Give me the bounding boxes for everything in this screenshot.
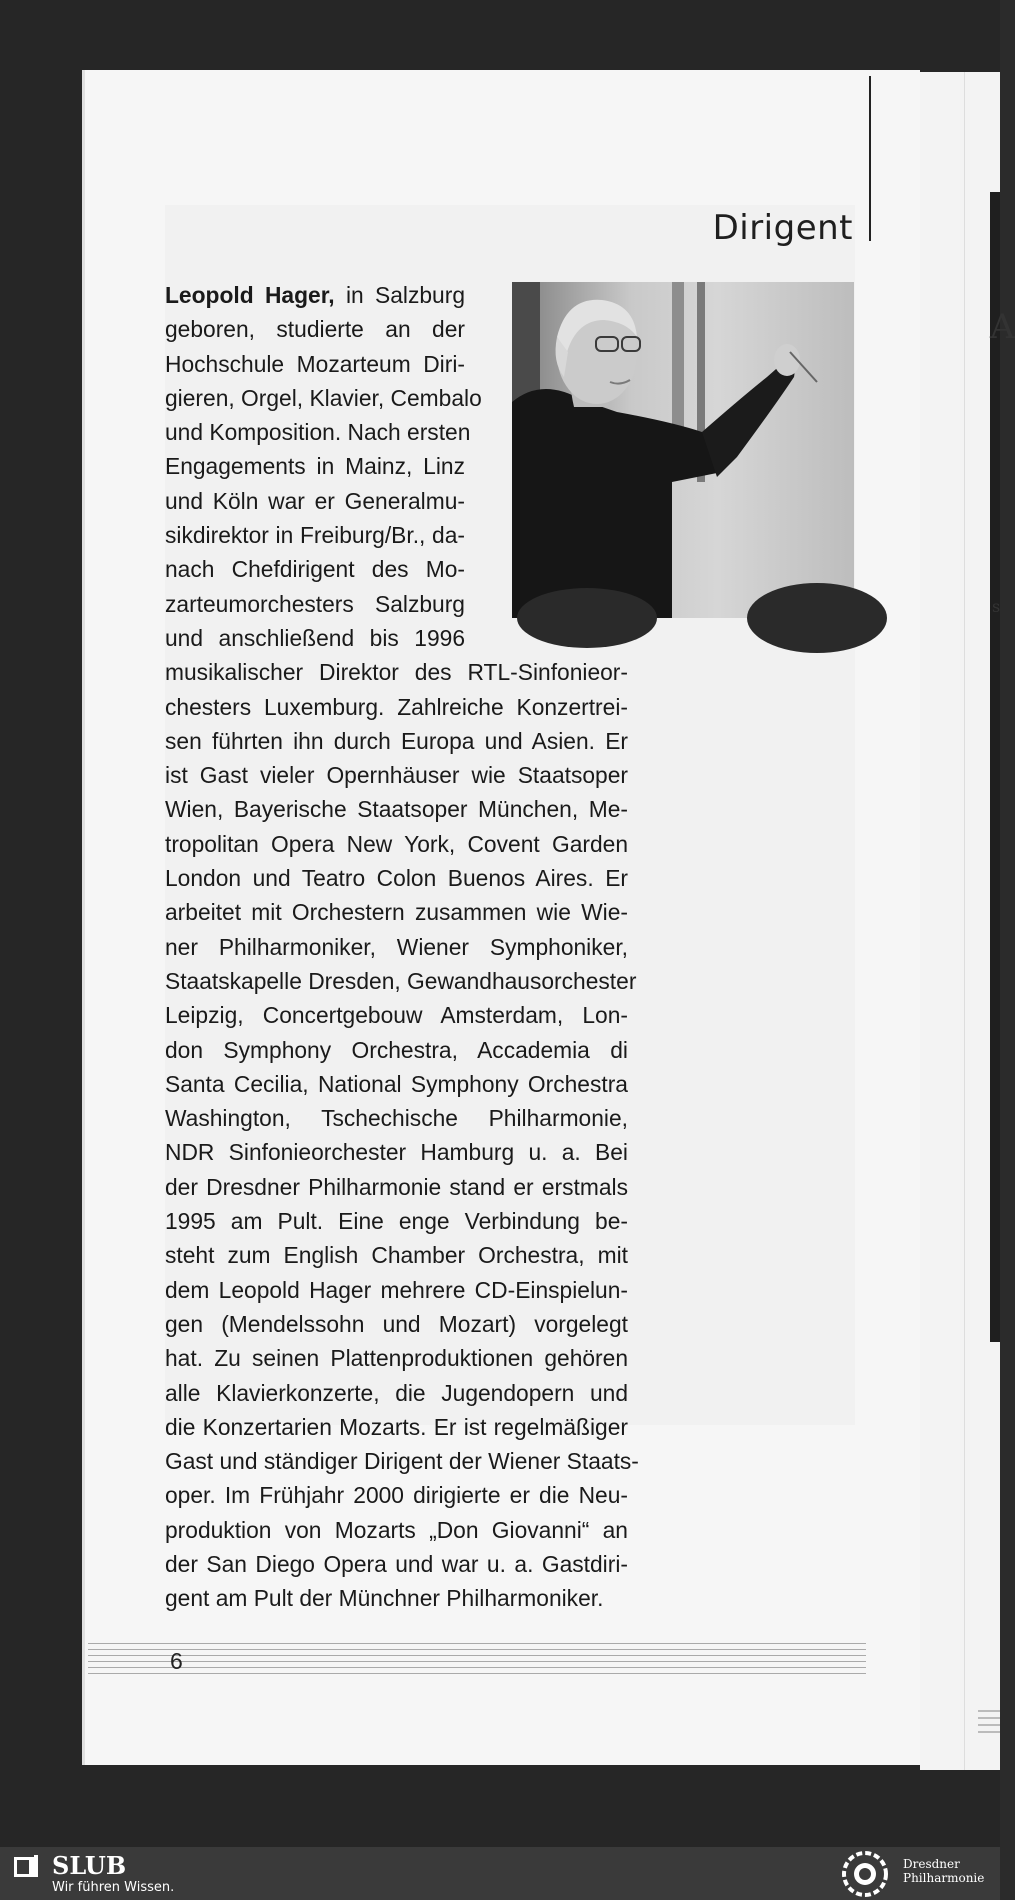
next-page-edge — [920, 72, 1015, 1770]
text-line: und Köln war er Generalmu- — [165, 487, 465, 514]
text-line: der Dresdner Philharmonie stand er erstmals — [165, 1173, 628, 1200]
text-line: die Konzertarien Mozarts. Er ist regelmäßiger — [165, 1413, 628, 1440]
next-page-staff — [978, 1710, 1000, 1738]
text-line: oper. Im Frühjahr 2000 dirigierte er die Neu- — [165, 1482, 628, 1509]
text-line: gen (Mendelssohn und Mozart) vorgelegt — [165, 1310, 628, 1337]
text-line: Engagements in Mainz, Linz — [165, 453, 465, 480]
text-line: Gast und ständiger Dirigent der Wiener Staats- — [165, 1448, 639, 1475]
page-fold-line — [869, 76, 871, 241]
page-number: 6 — [170, 1648, 183, 1674]
slub-tagline: Wir führen Wissen. — [52, 1880, 175, 1895]
text-line: gent am Pult der Münchner Philharmoniker. — [165, 1585, 604, 1612]
text-line: produktion von Mozarts „Don Giovanni“ an — [165, 1516, 628, 1543]
lead-name: Leopold Hager, — [165, 282, 335, 308]
line-rest: in Salzburg — [334, 282, 465, 308]
text-line: 1995 am Pult. Eine enge Verbindung be- — [165, 1208, 628, 1235]
next-page-inner-line — [964, 72, 965, 1770]
text-line: sen führten ihn durch Europa und Asien. Er — [165, 727, 628, 754]
text-line: geboren, studierte an der — [165, 316, 465, 343]
text-line: tropolitan Opera New York, Covent Garden — [165, 830, 628, 857]
section-heading: Dirigent — [712, 208, 853, 248]
text-line: nach Chefdirigent des Mo- — [165, 556, 465, 583]
text-line: London und Teatro Colon Buenos Aires. Er — [165, 865, 628, 892]
text-line: Wien, Bayerische Staatsoper München, Me- — [165, 796, 628, 823]
text-line: Santa Cecilia, National Symphony Orchestra — [165, 1070, 628, 1097]
partner-name-line2: Philharmonie — [903, 1871, 985, 1885]
text-line: musikalischer Direktor des RTL-Sinfonieor- — [165, 659, 628, 686]
text-line: Hochschule Mozarteum Diri- — [165, 350, 465, 377]
text-line: Washington, Tschechische Philharmonie, — [165, 1105, 628, 1132]
text-line: zarteumorchesters Salzburg — [165, 590, 465, 617]
next-page-fragment-a: A — [990, 307, 1015, 347]
decorative-staff-lines — [88, 1643, 866, 1679]
text-line: und Komposition. Nach ersten — [165, 419, 471, 446]
text-line: ner Philharmoniker, Wiener Symphoniker, — [165, 933, 628, 960]
text-line: ist Gast vieler Opernhäuser wie Staatsoper — [165, 762, 628, 789]
text-line: hat. Zu seinen Plattenproduktionen gehören — [165, 1345, 628, 1372]
text-line: und anschließend bis 1996 — [165, 624, 465, 651]
text-line: chesters Luxemburg. Zahlreiche Konzertrei- — [165, 693, 628, 720]
footer-bar — [0, 1847, 1000, 1900]
next-page-dark-bar — [990, 192, 1000, 1342]
text-line: Staatskapelle Dresden, Gewandhausorchester — [165, 967, 637, 994]
text-line: dem Leopold Hager mehrere CD-Einspielun- — [165, 1276, 628, 1303]
text-line: don Symphony Orchestra, Accademia di — [165, 1036, 628, 1063]
slub-logo-icon — [14, 1855, 40, 1879]
text-line — [165, 278, 465, 312]
text-line: steht zum English Chamber Orchestra, mit — [165, 1242, 628, 1269]
text-line: sikdirektor in Freiburg/Br., da- — [165, 522, 465, 549]
slub-name: SLUB — [52, 1851, 127, 1880]
partner-name — [903, 1857, 998, 1885]
partner-name-line1: Dresdner — [903, 1857, 960, 1871]
biography-text — [165, 278, 639, 1616]
text-line: NDR Sinfonieorchester Hamburg u. a. Bei — [165, 1139, 628, 1166]
text-line: gieren, Orgel, Klavier, Cembalo — [165, 384, 482, 411]
text-line: arbeitet mit Orchestern zusammen wie Wie- — [165, 899, 628, 926]
dresdner-philharmonie-logo-icon — [842, 1851, 888, 1897]
text-line: alle Klavierkonzerte, die Jugendopern und — [165, 1379, 628, 1406]
text-line: der San Diego Opera und war u. a. Gastdiri- — [165, 1550, 628, 1577]
next-page-fragment-s: s — [992, 597, 1001, 616]
text-line: Leipzig, Concertgebouw Amsterdam, Lon- — [165, 1002, 628, 1029]
